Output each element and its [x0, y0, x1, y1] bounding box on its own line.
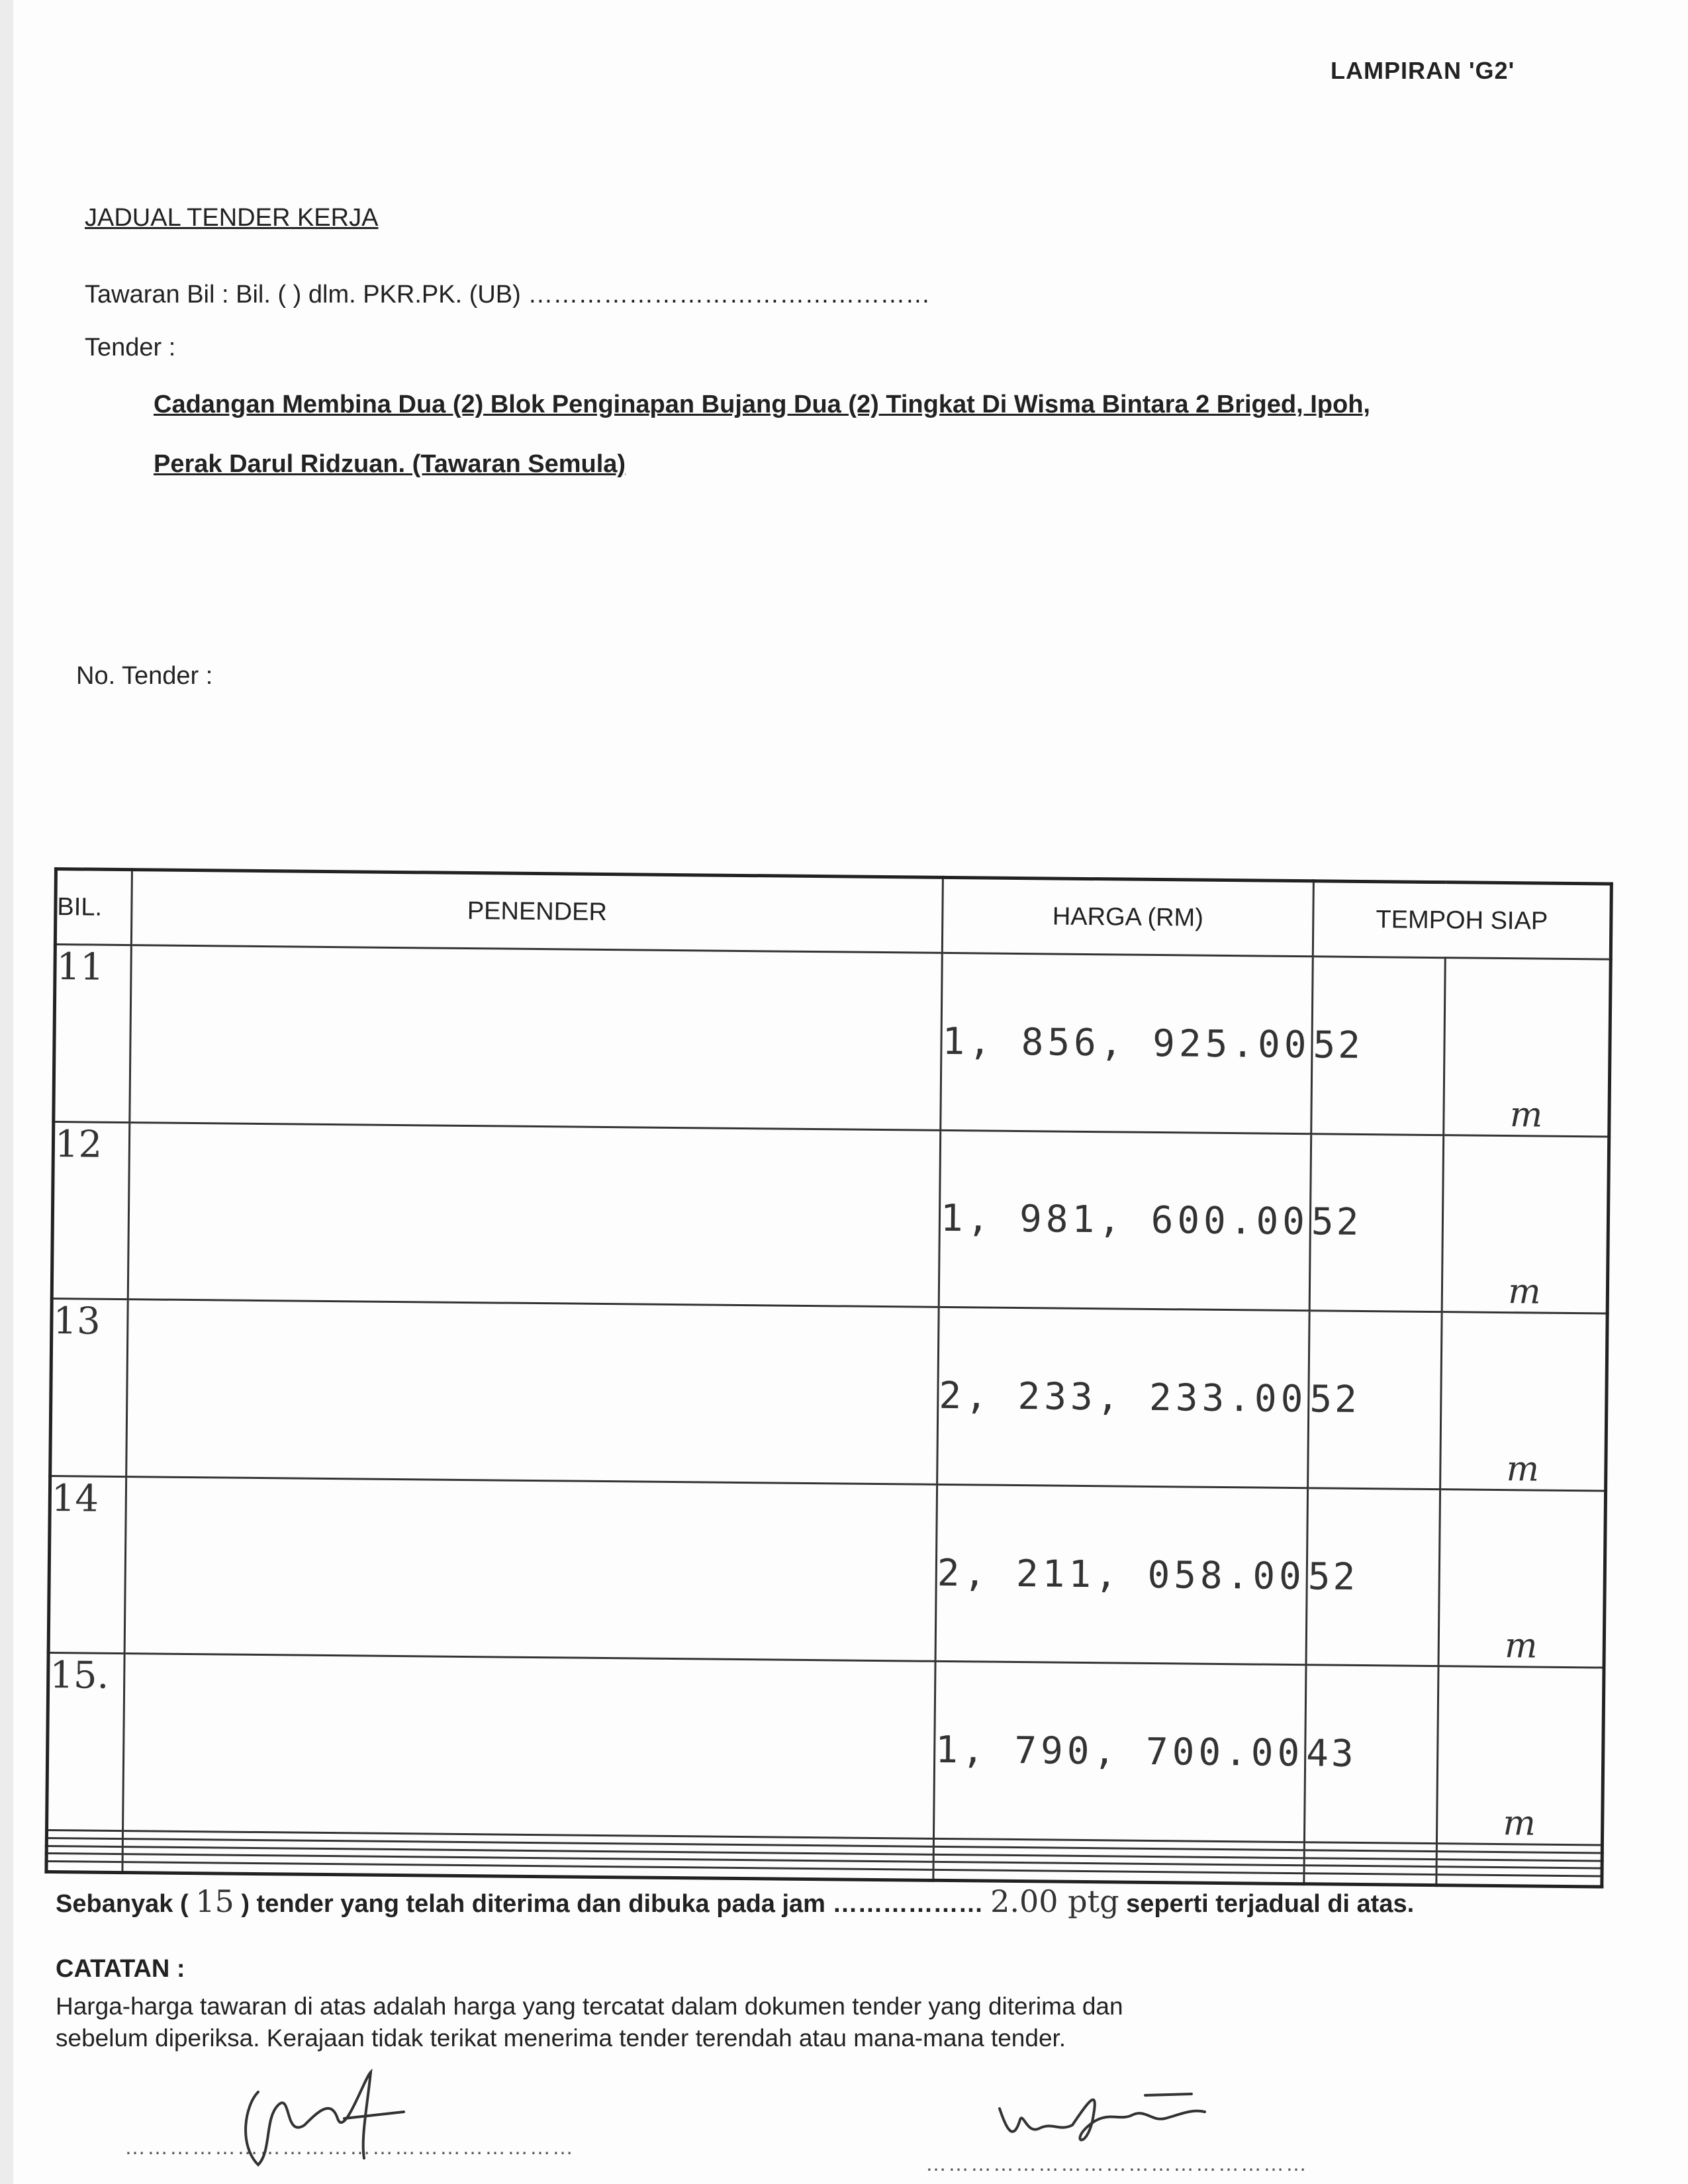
- sebanyak-statement: [56, 1883, 1414, 1919]
- row-penender: [123, 1654, 936, 1838]
- row-tempoh-unit: m: [1440, 1312, 1608, 1491]
- document-heading: JADUAL TENDER KERJA: [85, 204, 379, 232]
- tawaran-bil-line: Tawaran Bil : Bil. ( ) dlm. PKR.PK. (UB) …………………………………………: [85, 281, 931, 309]
- table-row: [47, 1653, 1604, 1845]
- header-penender: PENENDER: [131, 870, 943, 953]
- row-penender: [124, 1476, 937, 1661]
- row-bil: 12: [52, 1121, 130, 1300]
- row-harga: 1, 856, 925.00: [941, 953, 1313, 1133]
- sebanyak-middle: ) tender yang telah diterima dan dibuka pada jam ………………: [241, 1890, 984, 1918]
- table-row: [52, 1121, 1609, 1313]
- row-bil: [46, 1854, 122, 1862]
- row-bil: 14: [48, 1476, 126, 1654]
- table-row: [54, 945, 1611, 1137]
- no-tender-label: No. Tender :: [76, 662, 213, 690]
- sebanyak-prefix: Sebanyak (: [56, 1890, 189, 1918]
- row-penender: [128, 1122, 941, 1307]
- scan-edge: [0, 0, 13, 2184]
- row-tempoh: 52: [1311, 957, 1446, 1135]
- header-tempoh-siap: TEMPOH SIAP: [1313, 881, 1611, 959]
- tender-table: [44, 867, 1613, 1889]
- time-handwritten: 2.00 ptg: [990, 1883, 1119, 1919]
- row-penender: [126, 1300, 939, 1484]
- row-bil: [46, 1838, 122, 1846]
- tender-title-line-2: Perak Darul Ridzuan. (Tawaran Semula): [154, 450, 626, 478]
- row-bil: [46, 1846, 122, 1854]
- tender-title-line-1: Cadangan Membina Dua (2) Blok Penginapan Bujang Dua (2) Tingkat Di Wisma Bintara 2 Briged, Ipoh,: [154, 391, 1370, 418]
- catatan-line-1: Harga-harga tawaran di atas adalah harga yang tercatat dalam dokumen tender yang diterima dan: [56, 1993, 1123, 2020]
- catatan-line-2: sebelum diperiksa. Kerajaan tidak terikat menerima tender terendah atau mana-mana tender.: [56, 2024, 1066, 2052]
- signature-line-1: ……………………………………………………: [124, 2135, 575, 2159]
- row-harga: 2, 233, 233.00: [937, 1307, 1310, 1488]
- table-header-row: [55, 869, 1611, 960]
- row-tempoh-unit: m: [1444, 958, 1611, 1137]
- header-bil: BIL.: [55, 869, 132, 945]
- table-row: [48, 1476, 1605, 1668]
- row-penender: [130, 945, 943, 1130]
- lampiran-label: LAMPIRAN 'G2': [1331, 57, 1515, 84]
- signature-2: [993, 2082, 1218, 2155]
- row-tempoh-unit: m: [1436, 1666, 1604, 1845]
- row-tempoh-unit: m: [1442, 1135, 1609, 1313]
- row-bil: [46, 1862, 122, 1873]
- row-harga: 1, 790, 700.00: [933, 1662, 1306, 1842]
- row-harga: 2, 211, 058.00: [935, 1484, 1308, 1665]
- row-bil: 11: [54, 945, 132, 1123]
- row-tempoh: 52: [1309, 1133, 1444, 1312]
- row-tempoh: 52: [1308, 1311, 1442, 1490]
- row-tempoh: 43: [1304, 1665, 1438, 1844]
- row-tempoh: 52: [1306, 1488, 1440, 1667]
- tender-label: Tender :: [85, 334, 176, 361]
- table-row: [50, 1299, 1607, 1491]
- row-harga: 1, 981, 600.00: [939, 1130, 1311, 1311]
- header-harga: HARGA (RM): [942, 877, 1313, 956]
- catatan-heading: CATATAN :: [56, 1955, 185, 1983]
- signature-1: [232, 2065, 430, 2171]
- row-bil: 13: [50, 1299, 128, 1477]
- signature-line-2: ……………………………………………: [925, 2152, 1308, 2175]
- row-bil: 15.: [47, 1653, 125, 1831]
- tender-count-handwritten: 15: [195, 1883, 234, 1919]
- row-tempoh-unit: [1436, 1875, 1602, 1887]
- sebanyak-suffix: seperti terjadual di atas.: [1126, 1890, 1415, 1918]
- row-tempoh-unit: m: [1438, 1489, 1606, 1668]
